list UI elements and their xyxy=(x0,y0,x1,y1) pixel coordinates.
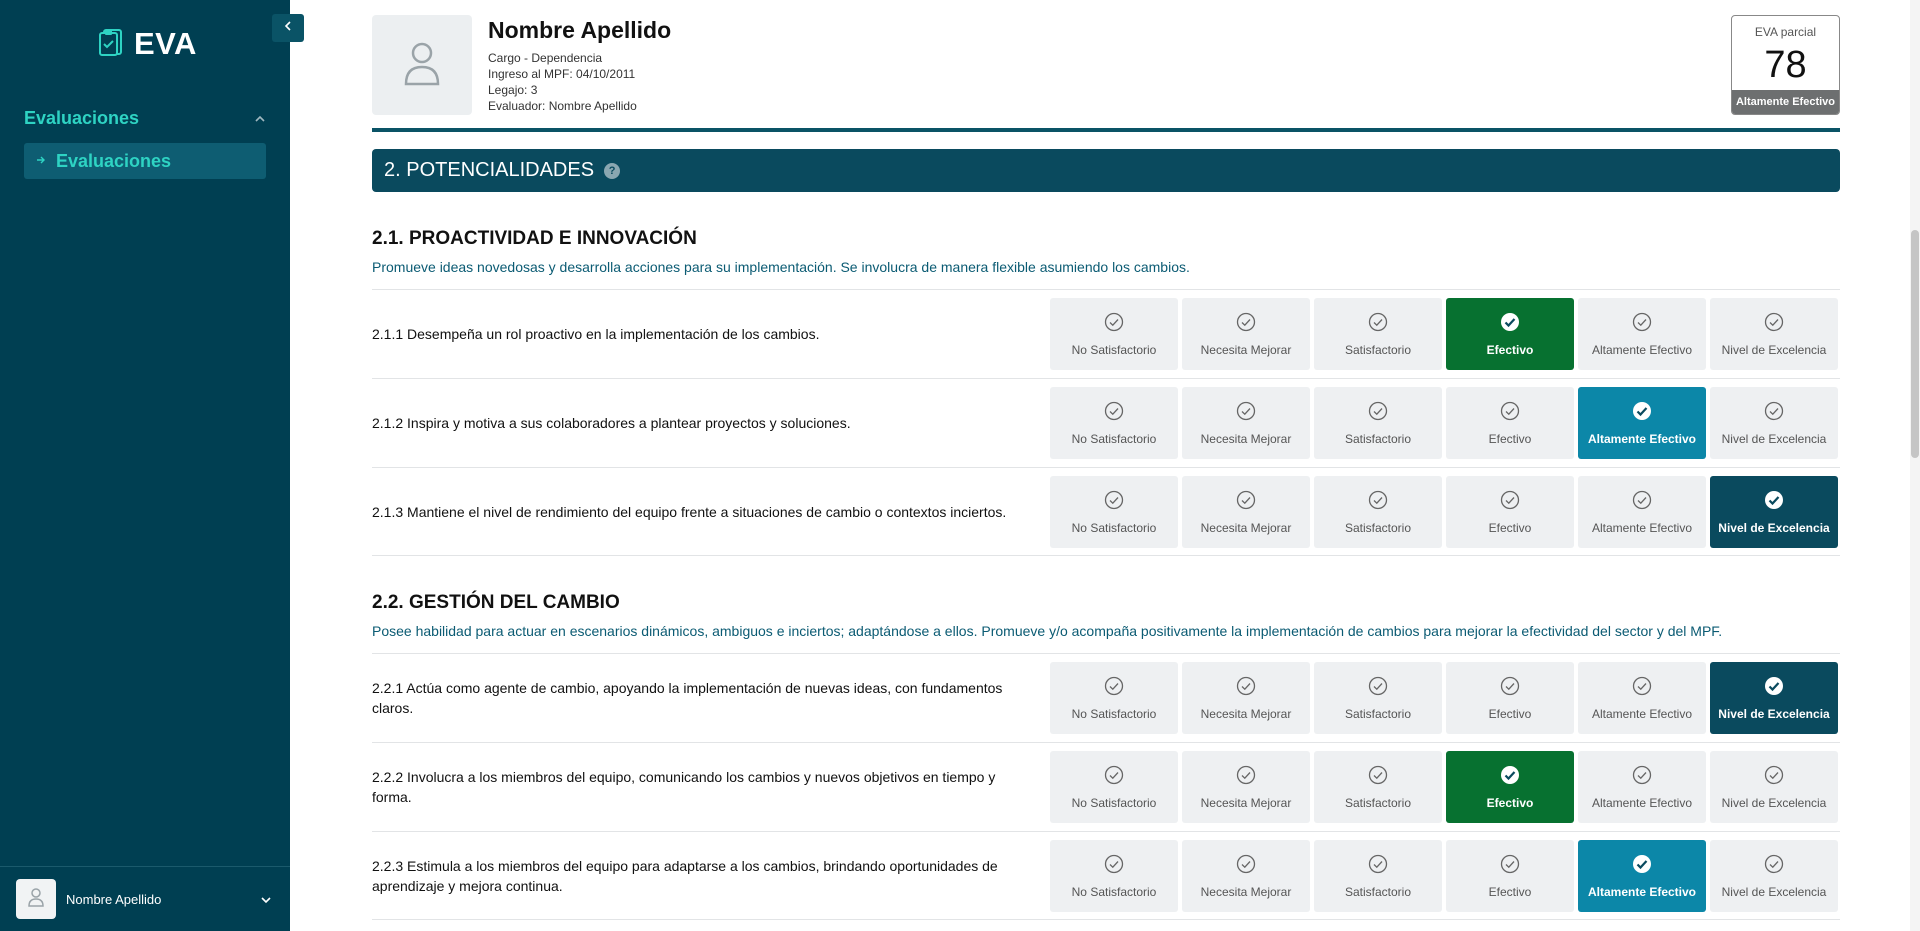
check-circle-icon xyxy=(1368,676,1388,701)
question-row xyxy=(372,653,1840,742)
rating-option[interactable] xyxy=(1314,662,1442,734)
question-row xyxy=(372,378,1840,467)
check-circle-icon xyxy=(1500,765,1520,790)
rating-option-label: Efectivo xyxy=(1488,431,1532,446)
rating-option-label: Efectivo xyxy=(1486,795,1534,810)
check-circle-icon xyxy=(1104,676,1124,701)
rating-option-label: Altamente Efectivo xyxy=(1591,795,1693,810)
check-circle-icon xyxy=(1764,765,1784,790)
check-circle-icon xyxy=(1236,676,1256,701)
avatar xyxy=(16,879,56,919)
rating-option-selected[interactable] xyxy=(1446,751,1574,823)
rating-option-label: Efectivo xyxy=(1488,706,1532,721)
rating-options xyxy=(1050,476,1838,548)
eva-status-badge: Altamente Efectivo xyxy=(1732,90,1839,114)
eva-score: 78 xyxy=(1764,44,1807,86)
question-text: 2.1.1 Desempeña un rol proactivo en la implementación de los cambios. xyxy=(372,326,820,342)
question-row xyxy=(372,742,1840,831)
question-row xyxy=(372,831,1840,920)
rating-option-selected[interactable] xyxy=(1578,840,1706,912)
chevron-left-icon xyxy=(284,19,292,37)
help-icon[interactable]: ? xyxy=(604,163,620,179)
rating-option[interactable] xyxy=(1050,840,1178,912)
check-circle-icon xyxy=(1104,765,1124,790)
scrollbar-thumb[interactable] xyxy=(1911,230,1919,458)
rating-options xyxy=(1050,751,1838,823)
question-text: 2.1.3 Mantiene el nivel de rendimiento del equipo frente a situaciones de cambio o contextos inciertos. xyxy=(372,503,1007,520)
rating-option[interactable] xyxy=(1050,298,1178,370)
check-circle-icon xyxy=(1632,854,1652,879)
rating-option[interactable] xyxy=(1314,840,1442,912)
evaluation-header xyxy=(372,15,1840,132)
rating-option-label: No Satisfactorio xyxy=(1071,706,1157,721)
rating-option[interactable] xyxy=(1578,476,1706,548)
rating-option-selected[interactable] xyxy=(1578,387,1706,459)
sidebar-item-evaluaciones[interactable] xyxy=(24,143,266,179)
rating-option-selected[interactable] xyxy=(1710,662,1838,734)
rating-option[interactable] xyxy=(1182,298,1310,370)
subsection-description: Posee habilidad para actuar en escenarios dinámicos, ambiguos e inciertos; adaptándose a ellos. Promueve y/o acompaña positivamente la implementación de cambios para mejorar la efectividad del sector y del MPF. xyxy=(372,623,1723,639)
check-circle-icon xyxy=(1236,765,1256,790)
check-circle-icon xyxy=(1236,401,1256,426)
rating-option-label: No Satisfactorio xyxy=(1071,795,1157,810)
check-circle-icon xyxy=(1368,490,1388,515)
rating-option-selected[interactable] xyxy=(1446,298,1574,370)
rating-option[interactable] xyxy=(1578,298,1706,370)
rating-option[interactable] xyxy=(1314,751,1442,823)
rating-option-label: Satisfactorio xyxy=(1344,431,1412,446)
check-circle-icon xyxy=(1500,676,1520,701)
rating-option-label: Nivel de Excelencia xyxy=(1721,431,1827,446)
rating-option[interactable] xyxy=(1710,840,1838,912)
question-row xyxy=(372,467,1840,556)
rating-option[interactable] xyxy=(1314,298,1442,370)
nav-section-evaluaciones[interactable] xyxy=(24,108,266,129)
check-circle-icon xyxy=(1632,490,1652,515)
profile-legajo: Legajo: 3 xyxy=(488,83,538,97)
rating-option-label: No Satisfactorio xyxy=(1071,431,1157,446)
nav-section-label: Evaluaciones xyxy=(24,108,140,128)
rating-option-label: Necesita Mejorar xyxy=(1200,795,1292,810)
rating-option[interactable] xyxy=(1710,751,1838,823)
check-circle-icon xyxy=(1368,401,1388,426)
profile-ingreso: Ingreso al MPF: 04/10/2011 xyxy=(488,67,636,81)
check-circle-icon xyxy=(1764,676,1784,701)
rating-option-label: Altamente Efectivo xyxy=(1591,342,1693,357)
rating-options xyxy=(1050,387,1838,459)
rating-option-label: Necesita Mejorar xyxy=(1200,706,1292,721)
rating-option-label: No Satisfactorio xyxy=(1071,342,1157,357)
rating-option[interactable] xyxy=(1446,662,1574,734)
rating-option-label: Altamente Efectivo xyxy=(1591,706,1693,721)
question-row xyxy=(372,289,1840,378)
rating-option-label: Necesita Mejorar xyxy=(1200,342,1292,357)
question-text: 2.2.3 Estimula a los miembros del equipo para adaptarse a los cambios, brindando oportunidades de aprendizaje y mejora continua. xyxy=(372,857,998,894)
rating-option[interactable] xyxy=(1314,387,1442,459)
sidebar-item-label: Evaluaciones xyxy=(56,150,172,171)
rating-options xyxy=(1050,840,1838,912)
subsection-title: 2.2. GESTIÓN DEL CAMBIO xyxy=(372,592,620,613)
check-circle-icon xyxy=(1104,312,1124,337)
rating-option[interactable] xyxy=(1182,840,1310,912)
chevron-up-icon xyxy=(254,110,266,128)
check-circle-icon xyxy=(1632,765,1652,790)
sidebar xyxy=(0,0,290,931)
rating-option-label: Satisfactorio xyxy=(1344,520,1412,535)
rating-option-label: Nivel de Excelencia xyxy=(1718,520,1830,535)
check-circle-icon xyxy=(1764,490,1784,515)
rating-option-label: No Satisfactorio xyxy=(1071,520,1157,535)
rating-option-selected[interactable] xyxy=(1710,476,1838,548)
section-title: 2. POTENCIALIDADES xyxy=(384,159,595,181)
question-text: 2.2.2 Involucra a los miembros del equipo, comunicando los cambios y nuevos objetivos en tiempo y forma. xyxy=(372,769,996,805)
rating-option[interactable] xyxy=(1050,387,1178,459)
question-text: 2.2.1 Actúa como agente de cambio, apoyando la implementación de nuevas ideas, con fundamentos claros. xyxy=(372,680,1003,716)
check-circle-icon xyxy=(1500,490,1520,515)
check-circle-icon xyxy=(1104,854,1124,879)
check-circle-icon xyxy=(1764,312,1784,337)
rating-option-label: No Satisfactorio xyxy=(1071,884,1157,899)
rating-option-label: Nivel de Excelencia xyxy=(1721,795,1827,810)
main-content xyxy=(290,0,1910,931)
subsection-title: 2.1. PROACTIVIDAD E INNOVACIÓN xyxy=(372,228,697,249)
check-circle-icon xyxy=(1368,312,1388,337)
rating-option-label: Altamente Efectivo xyxy=(1591,520,1693,535)
rating-option[interactable] xyxy=(1578,751,1706,823)
rating-option[interactable] xyxy=(1446,387,1574,459)
rating-option-label: Necesita Mejorar xyxy=(1200,431,1292,446)
rating-option-label: Altamente Efectivo xyxy=(1587,431,1697,446)
arrow-right-icon xyxy=(36,152,46,170)
rating-option[interactable] xyxy=(1446,840,1574,912)
user-name: Nombre Apellido xyxy=(66,891,162,907)
user-icon xyxy=(402,40,442,91)
check-circle-icon xyxy=(1368,765,1388,790)
check-circle-icon xyxy=(1500,854,1520,879)
rating-option[interactable] xyxy=(1182,751,1310,823)
rating-option-label: Efectivo xyxy=(1488,520,1532,535)
rating-option-label: Altamente Efectivo xyxy=(1587,884,1697,899)
rating-option-label: Nivel de Excelencia xyxy=(1721,342,1827,357)
rating-option-label: Satisfactorio xyxy=(1344,706,1412,721)
rating-option-label: Efectivo xyxy=(1488,884,1532,899)
check-circle-icon xyxy=(1500,312,1520,337)
rating-option[interactable] xyxy=(1182,387,1310,459)
rating-option[interactable] xyxy=(1050,662,1178,734)
rating-option-label: Nivel de Excelencia xyxy=(1718,706,1830,721)
check-circle-icon xyxy=(1236,490,1256,515)
profile-evaluador: Evaluador: Nombre Apellido xyxy=(488,99,637,113)
eva-score-card xyxy=(1731,15,1840,115)
check-circle-icon xyxy=(1764,401,1784,426)
rating-options xyxy=(1050,298,1838,370)
rating-option[interactable] xyxy=(1182,476,1310,548)
rating-option-label: Necesita Mejorar xyxy=(1200,520,1292,535)
rating-option[interactable] xyxy=(1050,751,1178,823)
rating-option[interactable] xyxy=(1578,662,1706,734)
rating-option[interactable] xyxy=(1050,476,1178,548)
profile-name: Nombre Apellido xyxy=(488,17,672,43)
rating-option[interactable] xyxy=(1182,662,1310,734)
check-circle-icon xyxy=(1632,312,1652,337)
rating-option-label: Nivel de Excelencia xyxy=(1721,884,1827,899)
profile-avatar xyxy=(372,15,472,115)
eva-label: EVA parcial xyxy=(1754,25,1817,39)
subsection-description: Promueve ideas novedosas y desarrolla acciones para su implementación. Se involucra de manera flexible asumiendo los cambios. xyxy=(372,259,1190,275)
check-circle-icon xyxy=(1236,854,1256,879)
app-name: EVA xyxy=(134,26,197,61)
rating-option-label: Satisfactorio xyxy=(1344,795,1412,810)
check-circle-icon xyxy=(1500,401,1520,426)
rating-option-label: Efectivo xyxy=(1486,342,1534,357)
check-circle-icon xyxy=(1368,854,1388,879)
check-circle-icon xyxy=(1632,401,1652,426)
check-circle-icon xyxy=(1632,676,1652,701)
section-banner xyxy=(372,149,1840,192)
rating-option-label: Satisfactorio xyxy=(1344,342,1412,357)
question-text: 2.1.2 Inspira y motiva a sus colaboradores a plantear proyectos y soluciones. xyxy=(372,415,851,431)
rating-option[interactable] xyxy=(1446,476,1574,548)
check-circle-icon xyxy=(1104,490,1124,515)
rating-option[interactable] xyxy=(1710,387,1838,459)
chevron-down-icon[interactable] xyxy=(260,891,272,909)
clipboard-check-icon xyxy=(98,27,124,62)
check-circle-icon xyxy=(1236,312,1256,337)
rating-option[interactable] xyxy=(1314,476,1442,548)
user-menu[interactable] xyxy=(0,866,290,931)
user-icon xyxy=(27,887,45,912)
rating-options xyxy=(1050,662,1838,734)
check-circle-icon xyxy=(1104,401,1124,426)
rating-option-label: Necesita Mejorar xyxy=(1200,884,1292,899)
app-logo[interactable] xyxy=(98,26,197,62)
scrollbar[interactable] xyxy=(1910,0,1920,931)
check-circle-icon xyxy=(1764,854,1784,879)
rating-option-label: Satisfactorio xyxy=(1344,884,1412,899)
collapse-sidebar-button[interactable] xyxy=(272,14,304,42)
rating-option[interactable] xyxy=(1710,298,1838,370)
profile-cargo: Cargo - Dependencia xyxy=(488,51,603,65)
